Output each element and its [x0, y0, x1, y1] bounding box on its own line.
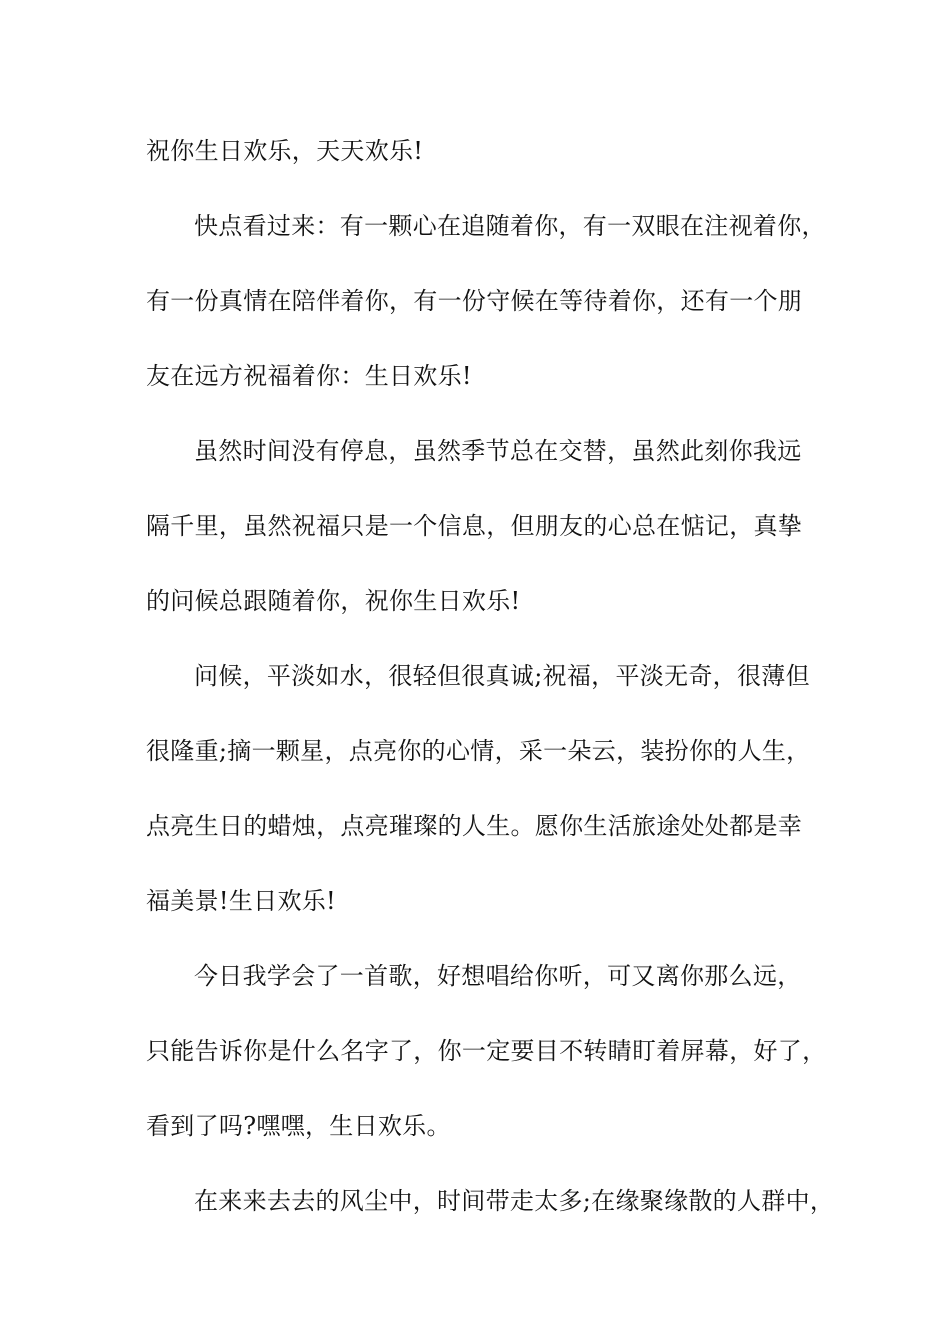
text-line: 虽然时间没有停息，虽然季节总在交替，虽然此刻你我远 — [194, 437, 802, 465]
text-line: 的问候总跟随着你，祝你生日欢乐! — [146, 587, 521, 615]
text-line: 有一份真情在陪伴着你，有一份守候在等待着你，还有一个朋 — [146, 287, 803, 315]
text-line: 只能告诉你是什么名字了，你一定要目不转睛盯着屏幕，好了， — [146, 1037, 827, 1065]
text-line: 在来来去去的风尘中，时间带走太多;在缘聚缘散的人群中， — [194, 1187, 835, 1215]
text-line: 很隆重;摘一颗星，点亮你的心情，采一朵云，装扮你的人生， — [146, 737, 811, 765]
text-line: 看到了吗?嘿嘿，生日欢乐。 — [146, 1112, 451, 1140]
text-line: 点亮生日的蜡烛，点亮璀璨的人生。愿你生活旅途处处都是幸 — [146, 812, 803, 840]
text-line: 今日我学会了一首歌，好想唱给你听，可又离你那么远， — [194, 962, 802, 990]
text-line: 快点看过来：有一颗心在追随着你，有一双眼在注视着你， — [194, 212, 826, 240]
text-line: 问候，平淡如水，很轻但很真诚;祝福，平淡无奇，很薄但 — [194, 662, 810, 690]
text-line: 友在远方祝福着你：生日欢乐! — [146, 362, 472, 390]
text-line: 隔千里，虽然祝福只是一个信息，但朋友的心总在惦记，真挚 — [146, 512, 803, 540]
text-line: 祝你生日欢乐，天天欢乐! — [146, 137, 424, 165]
text-line: 福美景!生日欢乐! — [146, 887, 336, 915]
